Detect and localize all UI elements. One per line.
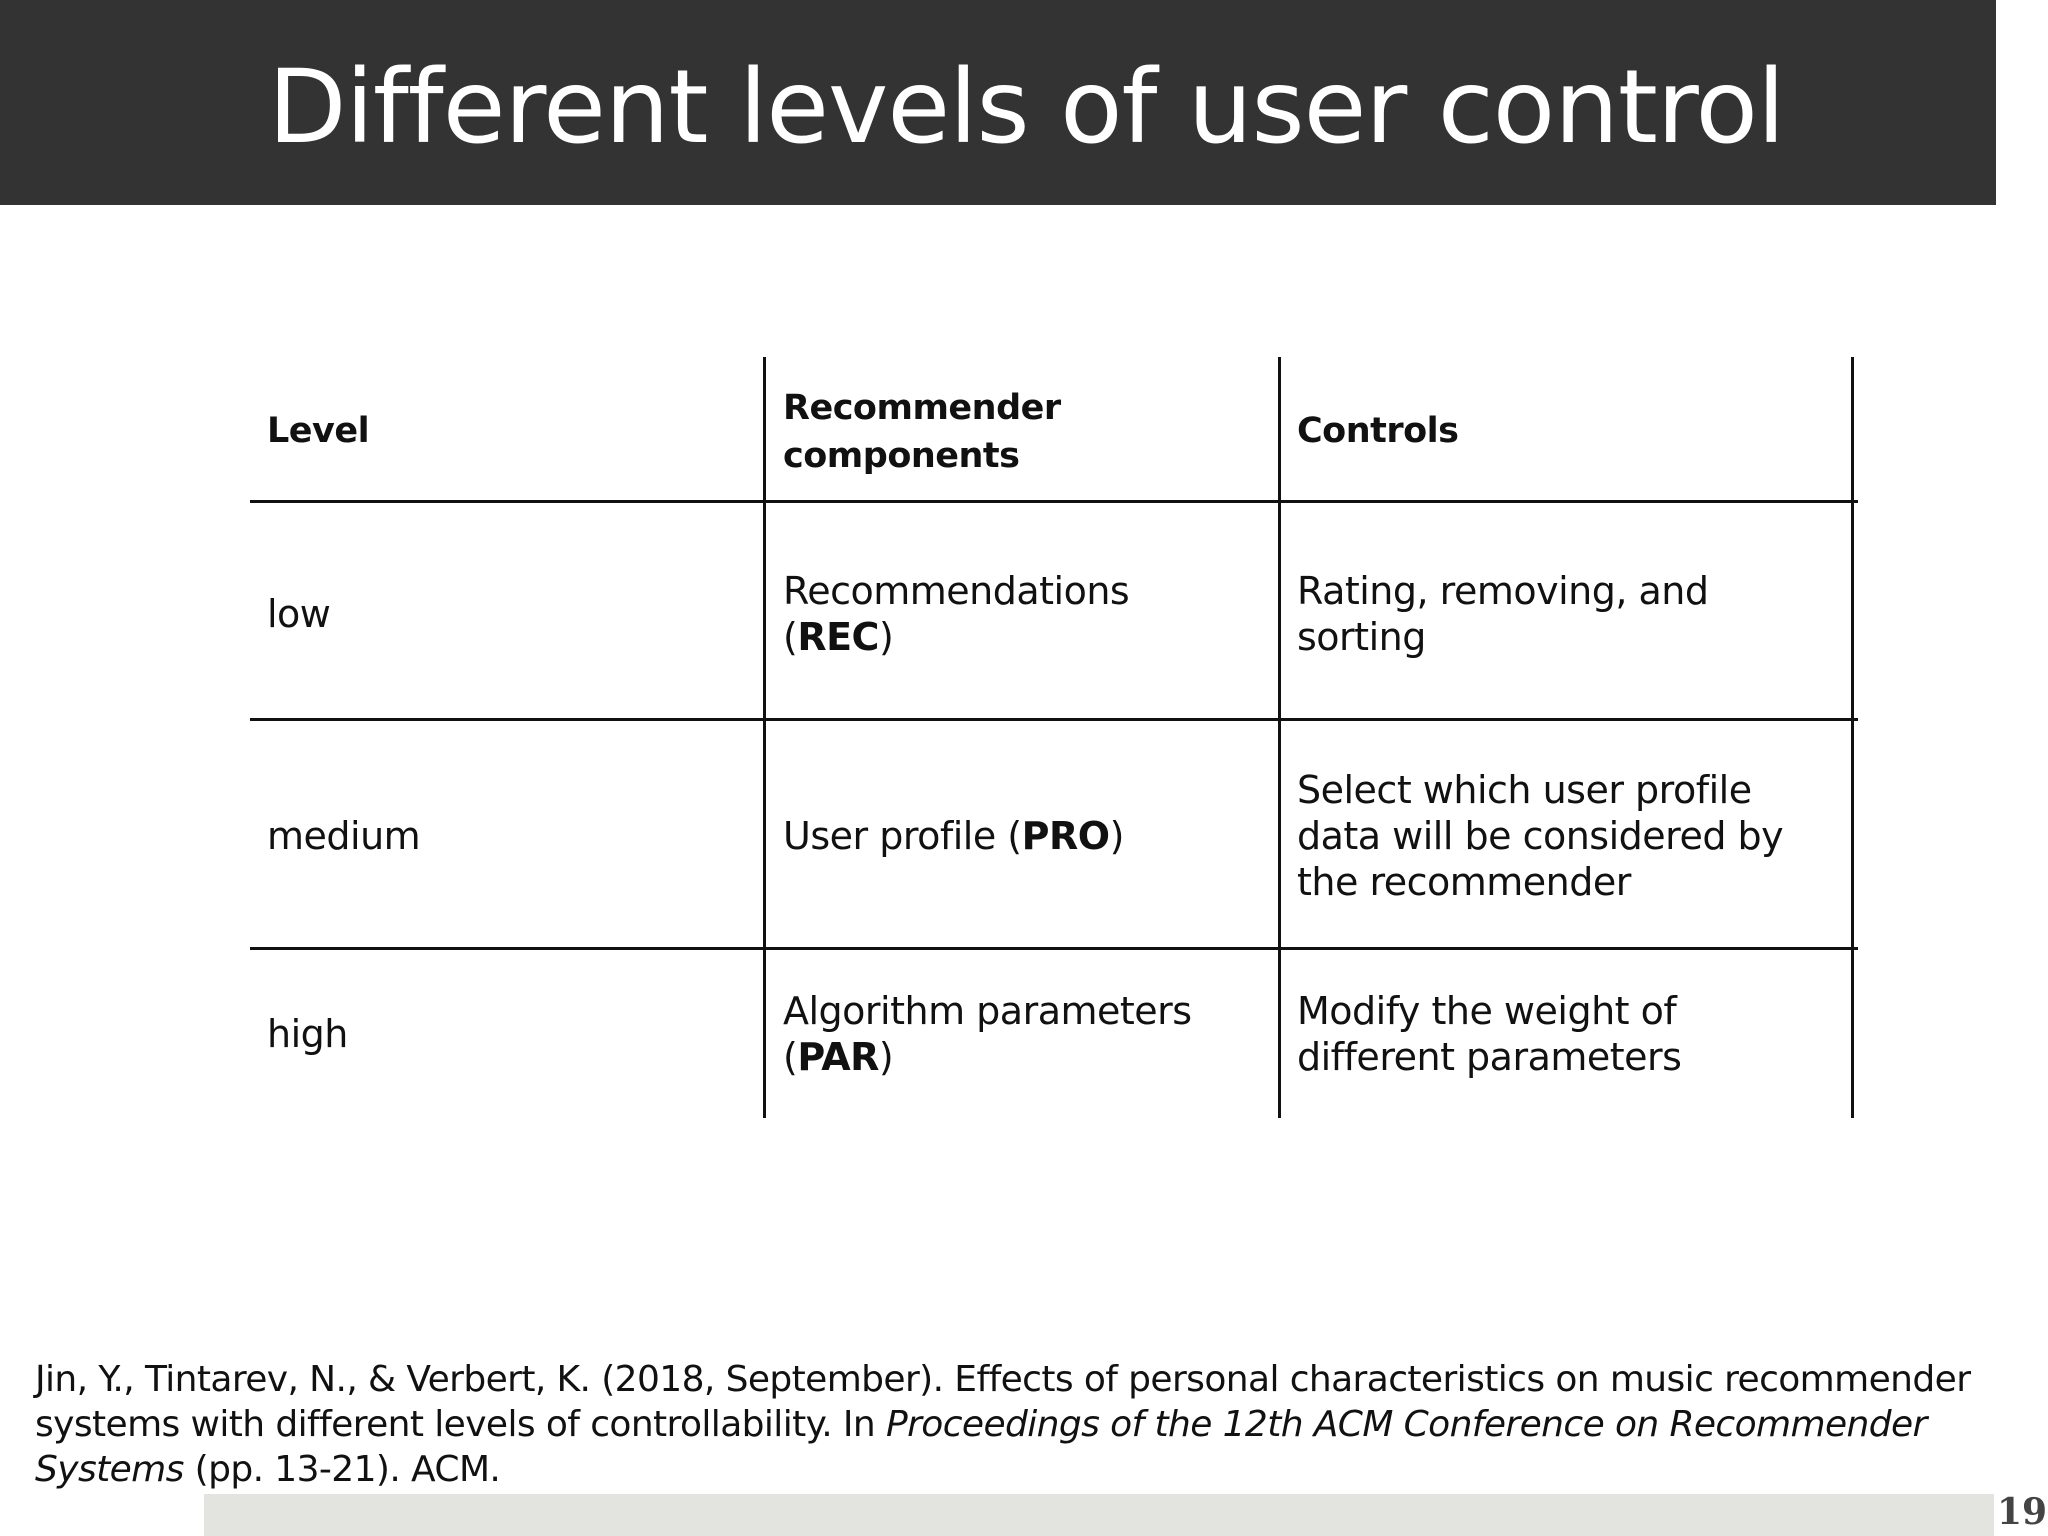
row-low-component-code: REC [797, 615, 879, 659]
row-high-controls-line-1: Modify the weight of [1297, 989, 1677, 1033]
row-high-component-line-2: (PAR) [783, 1035, 894, 1079]
row-low-controls-line-1: Rating, removing, and [1297, 569, 1709, 613]
table-rule-row-1 [250, 718, 1858, 721]
table-rule-header [250, 500, 1858, 503]
row-medium-level: medium [267, 814, 421, 858]
row-high-component [783, 988, 1192, 1080]
table-column-divider-3 [1851, 357, 1854, 1118]
footer-bar [204, 1494, 1994, 1536]
row-medium-controls-line-1: Select which user profile [1297, 768, 1752, 812]
row-medium-controls-line-2: data will be considered by [1297, 814, 1784, 858]
row-medium-controls-line-3: the recommender [1297, 860, 1631, 904]
row-high-controls [1297, 988, 1681, 1080]
title-bar [0, 0, 1996, 205]
row-high-controls-line-2: different parameters [1297, 1035, 1682, 1079]
row-low-controls [1297, 568, 1709, 660]
reference-venue: Proceedings of the 12th ACM Conference on Recommender Systems [35, 1404, 1927, 1490]
header-components-line-1: Recommender [783, 388, 1061, 428]
row-high-component-code: PAR [797, 1035, 879, 1079]
reference-authors: Jin, Y., Tintarev, N., & Verbert, K. (2018, September). Effects of personal characteristics on music recommender systems with different levels of controllability. In [35, 1359, 1971, 1445]
row-low-level: low [267, 592, 331, 636]
row-high-level: high [267, 1012, 348, 1056]
row-low-component-line-1: Recommendations [783, 569, 1130, 613]
header-components [783, 384, 1061, 480]
header-level: Level [267, 411, 370, 451]
table-rule-row-2 [250, 947, 1858, 950]
table-column-divider-2 [1278, 357, 1281, 1118]
page-number: 19 [1996, 1491, 2048, 1533]
slide-title: Different levels of user control [268, 48, 1785, 167]
row-medium-component-code: PRO [1021, 814, 1110, 858]
row-low-component-line-2: (REC) [783, 615, 894, 659]
row-medium-component-prefix: User profile ( [783, 814, 1022, 858]
header-controls: Controls [1297, 411, 1459, 451]
row-low-controls-line-2: sorting [1297, 615, 1426, 659]
header-components-line-2: components [783, 436, 1020, 476]
row-medium-controls [1297, 767, 1783, 905]
reference-pages: (pp. 13-21). ACM. [183, 1449, 501, 1490]
table-column-divider-1 [763, 357, 766, 1118]
reference-citation [35, 1357, 2045, 1492]
row-low-component [783, 568, 1129, 660]
row-high-component-line-1: Algorithm parameters [783, 989, 1192, 1033]
row-medium-component: User profile (PRO) [783, 814, 1124, 858]
